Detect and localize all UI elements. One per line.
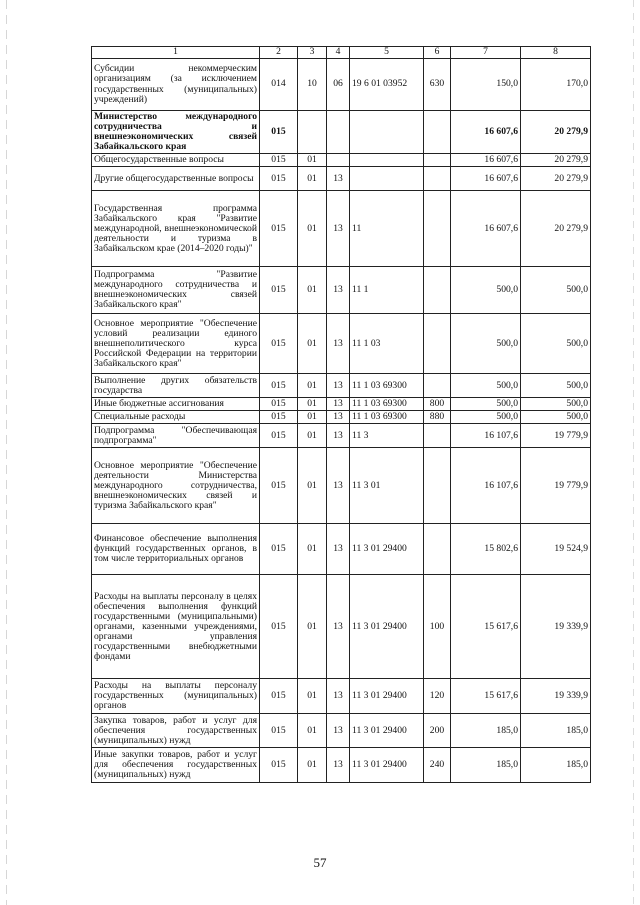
admin-code: 015	[260, 398, 298, 411]
admin-code: 015	[260, 111, 298, 154]
column-number-row	[92, 47, 591, 59]
row-name: Закупка товаров, работ и услуг для обеспечения государственных (муниципальных) нужд	[92, 714, 260, 748]
subsection-code	[327, 111, 350, 154]
scan-edge-left	[6, 0, 7, 905]
admin-code: 015	[260, 424, 298, 448]
amount-year-2: 20 279,9	[521, 154, 591, 167]
target-article-code: 19 6 01 03952	[350, 59, 424, 111]
table-row	[92, 267, 591, 314]
expense-type-code	[424, 267, 451, 314]
amount-year-2: 20 279,9	[521, 111, 591, 154]
row-name: Основное мероприятие "Обеспечение условий реализации единого внешнеполитического курса Российской Федерации на территории Забайкальского края"	[92, 314, 260, 374]
subsection-code	[327, 154, 350, 167]
section-code: 01	[298, 448, 327, 524]
target-article-code: 11 1	[350, 267, 424, 314]
target-article-code	[350, 111, 424, 154]
target-article-code: 11	[350, 191, 424, 267]
amount-year-2: 500,0	[521, 411, 591, 424]
admin-code: 015	[260, 714, 298, 748]
amount-year-2: 19 339,9	[521, 575, 591, 679]
amount-year-1: 16 107,6	[451, 424, 521, 448]
amount-year-2: 500,0	[521, 374, 591, 398]
admin-code: 015	[260, 679, 298, 714]
amount-year-2: 500,0	[521, 398, 591, 411]
subsection-code: 13	[327, 374, 350, 398]
amount-year-1: 15 617,6	[451, 679, 521, 714]
expense-type-code: 630	[424, 59, 451, 111]
target-article-code: 11 1 03 69300	[350, 398, 424, 411]
section-code: 01	[298, 398, 327, 411]
admin-code: 015	[260, 448, 298, 524]
subsection-code: 13	[327, 314, 350, 374]
table-row	[92, 111, 591, 154]
section-code: 01	[298, 748, 327, 783]
table-row	[92, 524, 591, 575]
amount-year-1: 16 607,6	[451, 167, 521, 191]
expense-type-code	[424, 374, 451, 398]
column-number: 5	[350, 47, 424, 59]
row-name: Финансовое обеспечение выполнения функций государственных органов, в том числе территориальных органов	[92, 524, 260, 575]
expense-type-code	[424, 524, 451, 575]
subsection-code: 13	[327, 424, 350, 448]
row-name: Подпрограмма "Обеспечивающая подпрограмма"	[92, 424, 260, 448]
expense-type-code	[424, 154, 451, 167]
row-name: Выполнение других обязательств государства	[92, 374, 260, 398]
budget-table	[91, 46, 591, 783]
admin-code: 015	[260, 748, 298, 783]
target-article-code: 11 3 01	[350, 448, 424, 524]
admin-code: 015	[260, 154, 298, 167]
table-row	[92, 398, 591, 411]
subsection-code: 13	[327, 524, 350, 575]
section-code: 10	[298, 59, 327, 111]
column-number: 6	[424, 47, 451, 59]
amount-year-2: 20 279,9	[521, 191, 591, 267]
expense-type-code	[424, 314, 451, 374]
table-row	[92, 748, 591, 783]
subsection-code: 13	[327, 714, 350, 748]
admin-code: 015	[260, 314, 298, 374]
section-code: 01	[298, 411, 327, 424]
admin-code: 015	[260, 411, 298, 424]
expense-type-code: 800	[424, 398, 451, 411]
section-code: 01	[298, 575, 327, 679]
section-code: 01	[298, 314, 327, 374]
amount-year-2: 19 524,9	[521, 524, 591, 575]
amount-year-1: 500,0	[451, 398, 521, 411]
expense-type-code	[424, 111, 451, 154]
amount-year-1: 16 607,6	[451, 154, 521, 167]
table-row	[92, 714, 591, 748]
amount-year-2: 19 779,9	[521, 448, 591, 524]
expense-type-code	[424, 424, 451, 448]
amount-year-2: 500,0	[521, 314, 591, 374]
admin-code: 015	[260, 374, 298, 398]
target-article-code: 11 1 03	[350, 314, 424, 374]
admin-code: 015	[260, 575, 298, 679]
target-article-code: 11 3 01 29400	[350, 679, 424, 714]
row-name: Общегосударственные вопросы	[92, 154, 260, 167]
scan-edge-right	[633, 0, 634, 905]
target-article-code	[350, 154, 424, 167]
table-row	[92, 575, 591, 679]
row-name: Государственная программа Забайкальского края "Развитие международной, внешнеэкономической деятельности и туризма в Забайкальском крае (2014–2020 годы)"	[92, 191, 260, 267]
amount-year-1: 500,0	[451, 374, 521, 398]
table-row	[92, 424, 591, 448]
target-article-code: 11 3 01 29400	[350, 714, 424, 748]
amount-year-1: 15 802,6	[451, 524, 521, 575]
target-article-code: 11 3 01 29400	[350, 748, 424, 783]
section-code: 01	[298, 424, 327, 448]
amount-year-1: 500,0	[451, 411, 521, 424]
subsection-code: 13	[327, 167, 350, 191]
expense-type-code: 240	[424, 748, 451, 783]
row-name: Специальные расходы	[92, 411, 260, 424]
column-number: 1	[92, 47, 260, 59]
table-row	[92, 679, 591, 714]
column-number: 7	[451, 47, 521, 59]
target-article-code: 11 1 03 69300	[350, 411, 424, 424]
amount-year-1: 16 107,6	[451, 448, 521, 524]
row-name: Другие общегосударственные вопросы	[92, 167, 260, 191]
table-row	[92, 59, 591, 111]
amount-year-2: 170,0	[521, 59, 591, 111]
admin-code: 014	[260, 59, 298, 111]
amount-year-1: 15 617,6	[451, 575, 521, 679]
subsection-code: 13	[327, 748, 350, 783]
section-code	[298, 111, 327, 154]
amount-year-1: 185,0	[451, 748, 521, 783]
amount-year-1: 185,0	[451, 714, 521, 748]
row-name: Министерство международного сотрудничества и внешнеэкономических связей Забайкальского края	[92, 111, 260, 154]
budget-table-body	[92, 47, 591, 783]
target-article-code: 11 3 01 29400	[350, 524, 424, 575]
amount-year-1: 500,0	[451, 267, 521, 314]
amount-year-2: 20 279,9	[521, 167, 591, 191]
section-code: 01	[298, 714, 327, 748]
expense-type-code: 200	[424, 714, 451, 748]
subsection-code: 13	[327, 398, 350, 411]
amount-year-2: 185,0	[521, 714, 591, 748]
column-number: 2	[260, 47, 298, 59]
table-row	[92, 374, 591, 398]
table-row	[92, 191, 591, 267]
section-code: 01	[298, 267, 327, 314]
section-code: 01	[298, 524, 327, 575]
row-name: Иные бюджетные ассигнования	[92, 398, 260, 411]
amount-year-2: 500,0	[521, 267, 591, 314]
subsection-code: 06	[327, 59, 350, 111]
table-row	[92, 448, 591, 524]
column-number: 4	[327, 47, 350, 59]
expense-type-code	[424, 448, 451, 524]
expense-type-code: 880	[424, 411, 451, 424]
expense-type-code: 100	[424, 575, 451, 679]
row-name: Иные закупки товаров, работ и услуг для обеспечения государственных (муниципальных) нужд	[92, 748, 260, 783]
subsection-code: 13	[327, 267, 350, 314]
target-article-code: 11 3 01 29400	[350, 575, 424, 679]
admin-code: 015	[260, 267, 298, 314]
table-row	[92, 167, 591, 191]
table-row	[92, 314, 591, 374]
expense-type-code	[424, 191, 451, 267]
amount-year-2: 185,0	[521, 748, 591, 783]
subsection-code: 13	[327, 575, 350, 679]
row-name: Расходы на выплаты персоналу государственных (муниципальных) органов	[92, 679, 260, 714]
admin-code: 015	[260, 191, 298, 267]
section-code: 01	[298, 191, 327, 267]
amount-year-1: 500,0	[451, 314, 521, 374]
amount-year-2: 19 779,9	[521, 424, 591, 448]
subsection-code: 13	[327, 679, 350, 714]
amount-year-1: 16 607,6	[451, 191, 521, 267]
subsection-code: 13	[327, 448, 350, 524]
subsection-code: 13	[327, 191, 350, 267]
table-row	[92, 411, 591, 424]
expense-type-code: 120	[424, 679, 451, 714]
target-article-code: 11 1 03 69300	[350, 374, 424, 398]
amount-year-2: 19 339,9	[521, 679, 591, 714]
column-number: 8	[521, 47, 591, 59]
page-number: 57	[313, 855, 327, 870]
table-row	[92, 154, 591, 167]
row-name: Основное мероприятие "Обеспечение деятельности Министерства международного сотрудничества, внешнеэкономических связей и туризма Забайкальского края"	[92, 448, 260, 524]
row-name: Расходы на выплаты персоналу в целях обеспечения выполнения функций государственными (муниципальными) органами, казенными учреждениями, органами управления государственными внебюджетными фондами	[92, 575, 260, 679]
admin-code: 015	[260, 167, 298, 191]
admin-code: 015	[260, 524, 298, 575]
expense-type-code	[424, 167, 451, 191]
amount-year-1: 16 607,6	[451, 111, 521, 154]
section-code: 01	[298, 374, 327, 398]
column-number: 3	[298, 47, 327, 59]
row-name: Субсидии некоммерческим организациям (за исключением государственных (муниципальных) учреждений)	[92, 59, 260, 111]
row-name: Подпрограмма "Развитие международного сотрудничества и внешнеэкономических связей Забайкальского края"	[92, 267, 260, 314]
section-code: 01	[298, 167, 327, 191]
amount-year-1: 150,0	[451, 59, 521, 111]
subsection-code: 13	[327, 411, 350, 424]
section-code: 01	[298, 154, 327, 167]
target-article-code: 11 3	[350, 424, 424, 448]
target-article-code	[350, 167, 424, 191]
section-code: 01	[298, 679, 327, 714]
